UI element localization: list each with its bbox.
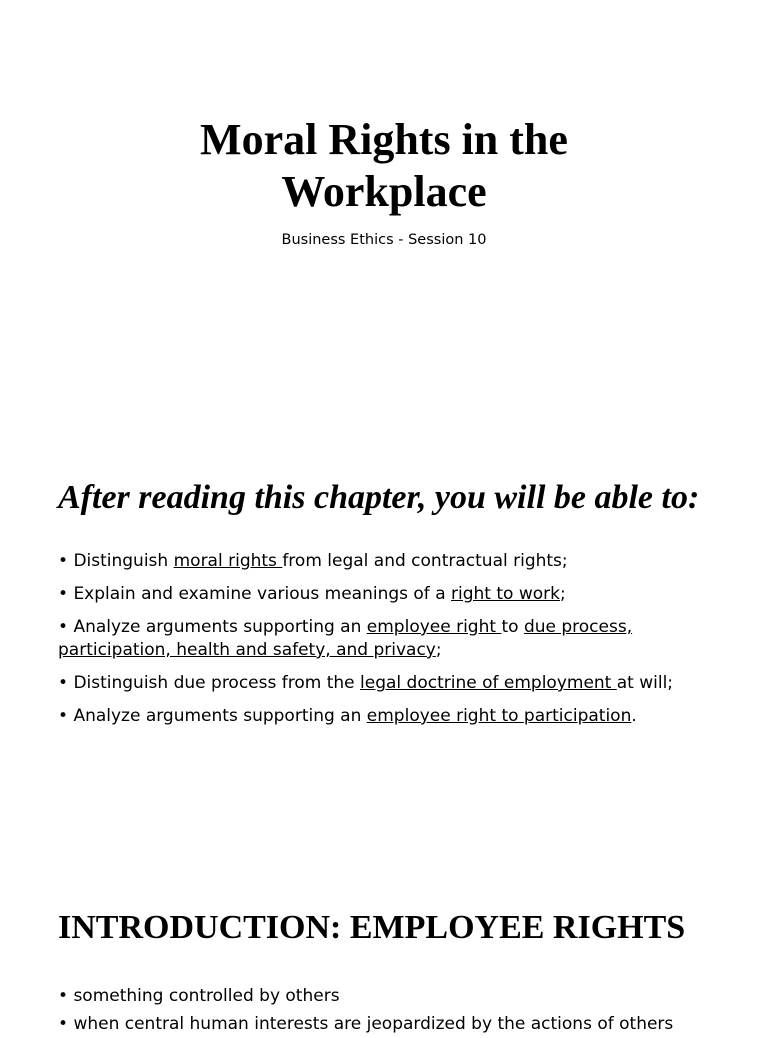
item-text: from legal and contractual rights; xyxy=(282,551,568,571)
item-text: something controlled by others xyxy=(73,986,340,1006)
list-item xyxy=(58,583,698,606)
list-item xyxy=(58,982,718,1010)
list-item xyxy=(58,672,698,695)
underlined-term: legal doctrine of employment xyxy=(360,673,617,693)
item-text: Analyze arguments supporting an xyxy=(73,617,367,637)
title-line-2: Workplace xyxy=(281,167,487,216)
underlined-term: due process, participation, health and safety, and privacy xyxy=(58,617,633,660)
bullet: • xyxy=(58,673,69,693)
bullet: • xyxy=(58,986,69,1006)
bullet: • xyxy=(58,706,69,726)
item-text: Explain and examine various meanings of a xyxy=(73,584,452,604)
item-text: Distinguish due process from the xyxy=(73,673,361,693)
item-text: Distinguish xyxy=(73,551,174,571)
item-text: ; xyxy=(435,640,442,660)
bullet: • xyxy=(58,584,69,604)
list-item xyxy=(58,705,698,728)
list-item xyxy=(58,616,698,662)
item-text: ; xyxy=(559,584,566,604)
bullet: • xyxy=(58,617,69,637)
item-text: to xyxy=(501,617,524,637)
page-subtitle: Business Ethics - Session 10 xyxy=(281,232,487,248)
underlined-term: right to work xyxy=(451,584,560,604)
item-text: when central human interests are jeopardized by the actions of others xyxy=(73,1014,674,1034)
title-slide xyxy=(0,0,768,400)
item-text: . xyxy=(631,706,637,726)
objectives-list xyxy=(58,550,698,738)
underlined-term: employee right xyxy=(366,617,502,637)
objectives-heading: After reading this chapter, you will be able to: xyxy=(58,479,700,516)
intro-heading: INTRODUCTION: EMPLOYEE RIGHTS xyxy=(58,909,686,946)
title-line-1: Moral Rights in the xyxy=(200,115,568,164)
page-title xyxy=(0,114,768,218)
underlined-term: moral rights xyxy=(173,551,283,571)
intro-list xyxy=(58,982,718,1038)
item-text: at will; xyxy=(616,673,674,693)
list-item xyxy=(58,550,698,573)
item-text: Analyze arguments supporting an xyxy=(73,706,367,726)
list-item xyxy=(58,1010,718,1038)
bullet: • xyxy=(58,551,69,571)
bullet: • xyxy=(58,1014,69,1034)
underlined-term: employee right to participation xyxy=(366,706,632,726)
